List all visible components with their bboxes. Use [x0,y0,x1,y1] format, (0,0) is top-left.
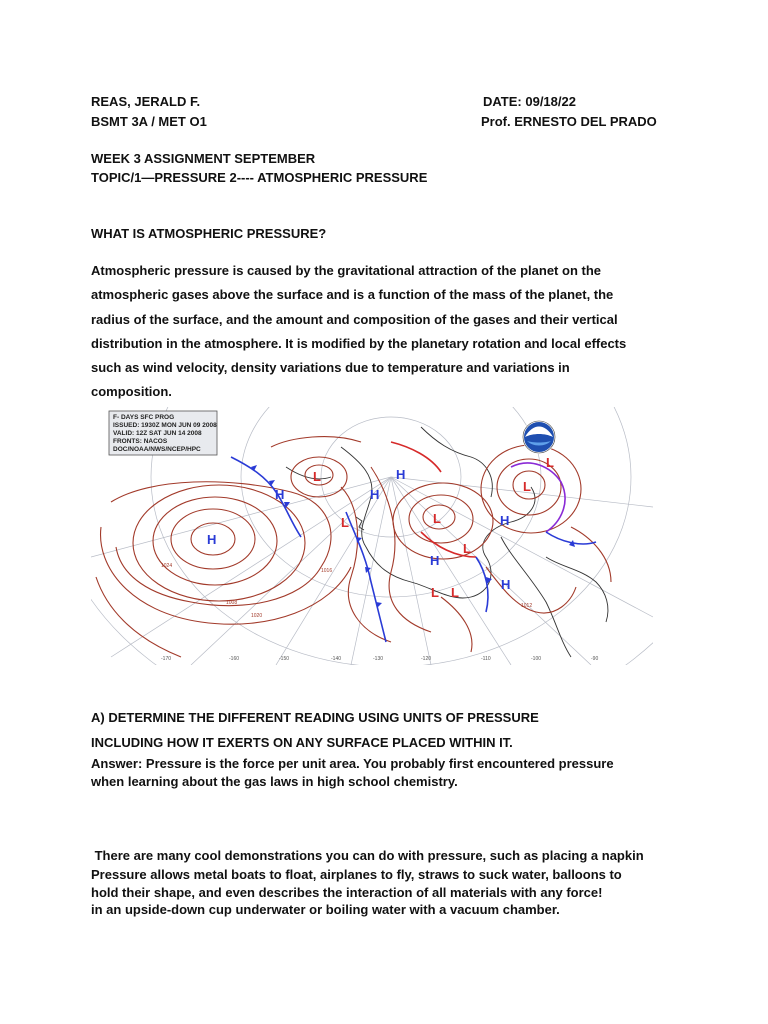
question-heading: WHAT IS ATMOSPHERIC PRESSURE? [91,226,327,241]
question-a-line2: INCLUDING HOW IT EXERTS ON ANY SURFACE PLACED WITHIN IT. [91,735,513,750]
date: DATE: 09/18/22 [483,94,576,109]
isobar-label: 1024 [161,563,173,569]
longitude-label: -100 [531,656,542,662]
longitude-label: -110 [481,656,491,662]
longitude-label: -140 [331,656,342,662]
longitude-label: -120 [421,656,432,662]
fronts [231,442,596,642]
high-center: H [275,487,285,502]
answer-paragraph [91,866,671,902]
low-center: L [431,585,439,600]
low-center: L [433,511,441,526]
low-center: L [451,585,459,600]
caption-line: DOC/NOAA/NWS/NCEP/HPC [113,446,201,453]
student-name: REAS, JERALD F. [91,94,201,109]
isobar-label: 1008 [226,600,238,606]
intro-line: distribution in the atmosphere. It is modified by the planetary rotation and local effects [91,335,627,351]
answer-line: when learning about the gas laws in high school chemistry. [91,774,458,789]
assignment-week: WEEK 3 ASSIGNMENT SEPTEMBER [91,151,316,166]
intro-paragraph [91,259,671,405]
high-center: H [207,532,217,547]
answer-line: hold their shape, and even describes the interaction of all materials with any force! [91,885,603,900]
answer-paragraph [91,755,671,791]
answer-line: Answer: Pressure is the force per unit area. You probably first encountered pressure [91,756,614,771]
longitude-label: -160 [229,656,240,662]
intro-line: atmospheric gases above the surface and is a function of the mass of the planet, the [91,287,614,303]
longitude-label: -130 [373,656,384,662]
isobars [96,437,611,657]
map-caption-box [109,411,217,455]
intro-line: composition. [91,384,172,400]
high-center: H [430,553,440,568]
high-center: H [500,513,510,528]
low-center: L [523,479,531,494]
question-a-line1: A) DETERMINE THE DIFFERENT READING USING UNITS OF PRESSURE [91,710,539,725]
low-center: L [313,469,321,484]
answer-line: Pressure allows metal boats to float, airplanes to fly, straws to suck water, balloons to [91,867,622,882]
answer-line: in an upside-down cup underwater or boiling water with a vacuum chamber. [91,902,560,917]
high-center: H [370,487,380,502]
isobar-label: 1012 [521,603,533,609]
weather-map-image [91,407,653,665]
low-center: L [463,541,471,556]
coastlines [286,427,608,657]
high-center: H [501,577,511,592]
professor-name: Prof. ERNESTO DEL PRADO [481,114,657,129]
caption-line: FRONTS: NACOS [113,438,168,445]
caption-line: F- DAYS SFC PROG [113,414,175,421]
intro-line: radius of the surface, and the amount and composition of the gases and their vertical [91,311,618,327]
intro-line: Atmospheric pressure is caused by the gravitational attraction of the planet on the [91,263,601,278]
longitude-labels [161,656,598,662]
course-section: BSMT 3A / MET O1 [91,114,207,129]
answer-line: There are many cool demonstrations you can do with pressure, such as placing a napkin [91,848,644,863]
isobar-label: 1016 [321,568,333,574]
longitude-label: -170 [161,656,172,662]
low-center: L [546,455,554,470]
longitude-label: -150 [279,656,290,662]
longitude-label: -90 [591,656,599,662]
high-center: H [396,467,406,482]
caption-line: VALID: 12Z SAT JUN 14 2008 [113,430,202,437]
isobar-label: 1020 [251,613,263,619]
assignment-topic: TOPIC/1—PRESSURE 2---- ATMOSPHERIC PRESSURE [91,170,428,185]
intro-line: such as wind velocity, density variations due to temperature and variations in [91,360,570,376]
caption-line: ISSUED: 1930Z MON JUN 09 2008 [113,422,217,429]
low-center: L [341,515,349,530]
noaa-logo [523,421,555,453]
